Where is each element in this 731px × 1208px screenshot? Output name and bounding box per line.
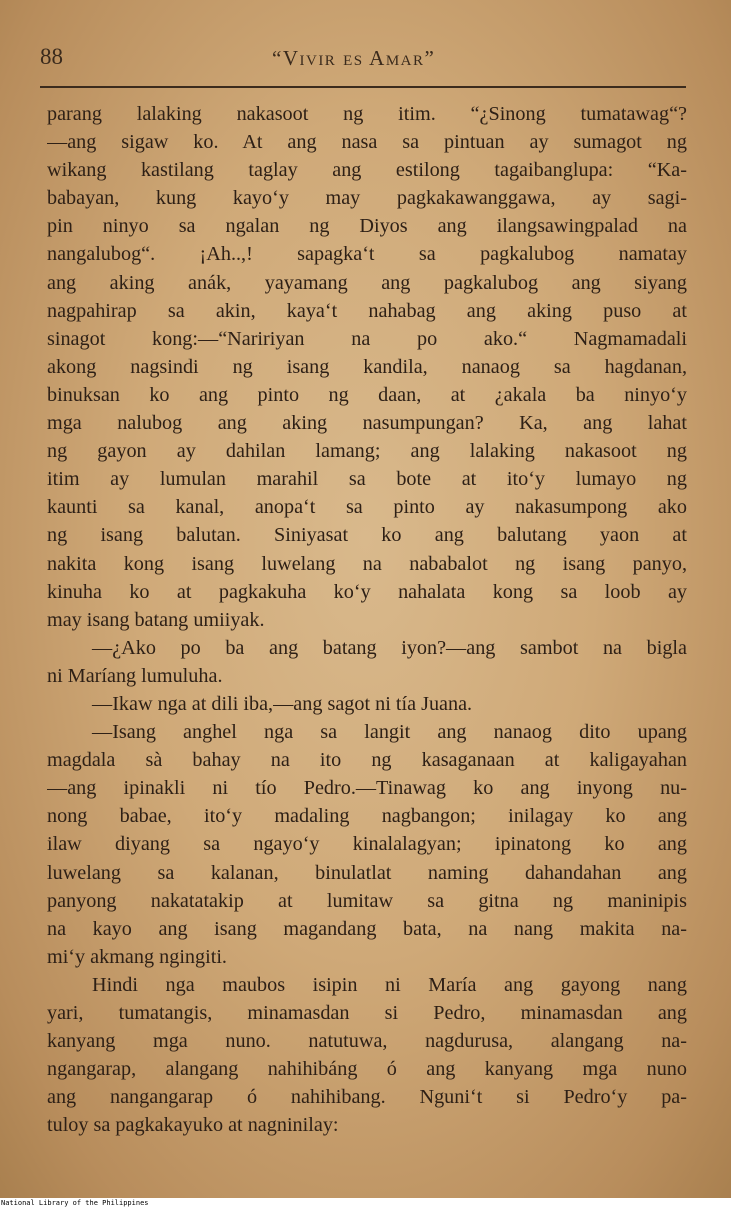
text-line: kaunti sa kanal, anopa‘t sa pinto ay nakasumpong ako xyxy=(47,496,687,519)
text-line: sinagot kong:—“Naririyan na po ako.“ Nagmamadali xyxy=(47,327,687,350)
text-line: itim ay lumulan marahil sa bote at ito‘y lumayo ng xyxy=(47,468,687,491)
text-line: mga nalubog ang aking nasumpungan? Ka, ang lahat xyxy=(47,412,687,435)
text-line: —Isang anghel nga sa langit ang nanaog dito upang xyxy=(92,721,687,744)
text-line: ang nangangarap ó nahihibang. Nguni‘t si Pedro‘y pa- xyxy=(47,1086,687,1109)
text-line: tuloy sa pagkakayuko at nagninilay: xyxy=(47,1114,339,1137)
body-text xyxy=(47,100,687,1139)
text-line: kanyang mga nuno. natutuwa, nagdurusa, alangang na- xyxy=(47,1030,687,1053)
header-rule xyxy=(40,86,686,88)
text-line: ni Maríang lumuluha. xyxy=(47,664,223,687)
text-line: nakita kong isang luwelang na nababalot ng isang panyo, xyxy=(47,552,687,575)
text-line: kinuha ko at pagkakuha ko‘y nahalata kong sa loob ay xyxy=(47,580,687,603)
text-line: magdala sà bahay na ito ng kasaganaan at kaligayahan xyxy=(47,749,687,772)
text-line: —¿Ako po ba ang batang iyon?—ang sambot na bigla xyxy=(92,636,687,659)
text-line: na kayo ang isang magandang bata, na nang makita na- xyxy=(47,917,687,940)
text-line: —ang sigaw ko. At ang nasa sa pintuan ay sumagot ng xyxy=(47,131,687,154)
text-line: parang lalaking nakasoot ng itim. “¿Sinong tumatawag“? xyxy=(47,103,687,125)
text-line: nangalubog“. ¡Ah..,! sapagka‘t sa pagkalubog namatay xyxy=(47,243,687,266)
text-line: ng gayon ay dahilan lamang; ang lalaking nakasoot ng xyxy=(47,440,687,463)
text-line: nagpahirap sa akin, kaya‘t nahabag ang aking puso at xyxy=(47,299,687,322)
text-line: ilaw diyang sa ngayo‘y kinalalagyan; ipinatong ko ang xyxy=(47,833,687,856)
page-number: 88 xyxy=(40,44,63,69)
text-line: may isang batang umiiyak. xyxy=(47,608,265,631)
page-header xyxy=(40,44,685,78)
text-line: —Ikaw nga at dili iba,—ang sagot ni tía Juana. xyxy=(92,692,473,715)
text-line: mi‘y akmang ngingiti. xyxy=(47,945,227,968)
text-line: yari, tumatangis, minamasdan si Pedro, minamasdan ang xyxy=(47,1002,687,1024)
text-line: ng isang balutan. Siniyasat ko ang balutang yaon at xyxy=(47,524,687,547)
text-line: binuksan ko ang pinto ng daan, at ¿akala ba ninyo‘y xyxy=(47,383,687,406)
text-line: wikang kastilang taglay ang estilong tagaibanglupa: “Ka- xyxy=(47,159,687,182)
text-line: nong babae, ito‘y madaling nagbangon; inilagay ko ang xyxy=(47,805,687,828)
text-line: —ang ipinakli ni tío Pedro.—Tinawag ko ang inyong nu- xyxy=(47,777,687,800)
library-credit: National Library of the Philippines xyxy=(1,1199,301,1208)
text-line: ang aking anák, yayamang ang pagkalubog ang siyang xyxy=(47,271,687,294)
running-title: “Vivir es Amar” xyxy=(272,46,436,70)
text-line: Hindi nga maubos isipin ni María ang gayong nang xyxy=(92,973,687,996)
text-line: panyong nakatatakip at lumitaw sa gitna ng maninipis xyxy=(47,889,687,912)
text-line: akong nagsindi ng isang kandila, nanaog sa hagdanan, xyxy=(47,355,687,378)
text-line: luwelang sa kalanan, binulatlat naming dahandahan ang xyxy=(47,861,687,884)
text-line: ngangarap, alangang nahihibáng ó ang kanyang mga nuno xyxy=(47,1058,687,1081)
text-line: babayan, kung kayo‘y may pagkakawanggawa, ay sagi- xyxy=(47,187,687,210)
text-line: pin ninyo sa ngalan ng Diyos ang ilangsawingpalad na xyxy=(47,215,687,238)
